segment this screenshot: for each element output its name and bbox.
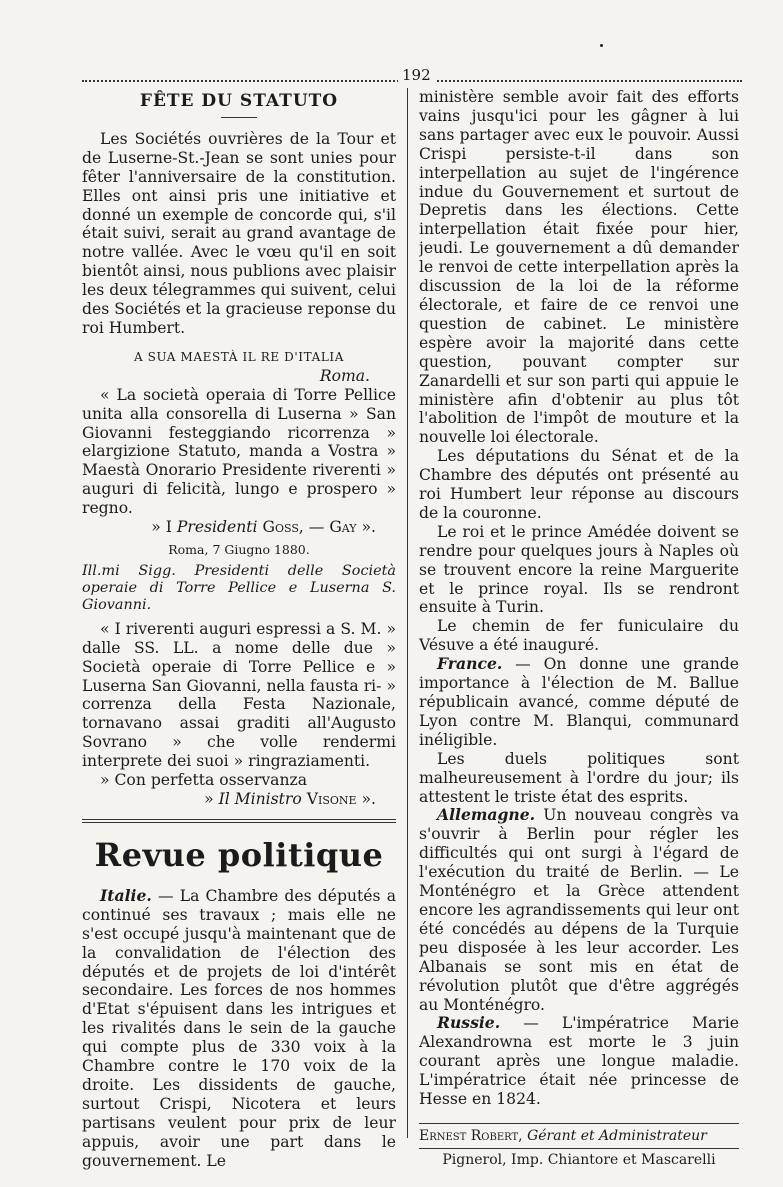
- telegram-reply: « I riverenti auguri espressi a S. M. » dalle SS. LL. a nome delle due » Società operaie di Torre Pellice e » Luserna San Giovanni, nella fausta ri- » correnza della Festa Nazionale, tornavano assai graditi all'Augusto Sovrano » che volle rendermi interprete dei suoi » ringraziamenti.: [82, 619, 396, 771]
- reply-address: Ill.mi Sigg. Presidenti delle Società operaie di Torre Pellice e Luserna S. Giovanni.: [82, 562, 396, 613]
- intro-paragraph: Les Sociétés ouvrières de la Tour et de Luserne-St.-Jean se sont unies pour fêter l'anniversaire de la constitution. Elles ont ainsi pris une initiative et donné un exemple de concorde qui, s'il était suivi, serait au grand avantage de notre vallée. Avec le vœu qu'il en soit bientôt ainsi, nous publions avec plaisir les deux télegrammes qui suivent, celui des Sociétés et la gracieuse reponse du roi Humbert.: [82, 129, 396, 337]
- italie-paragraph: Italie. — La Chambre des députés a continué ses travaux ; mais elle ne s'est occupé jusqu'à maintenant que de la convalidation de l'élection des députés et de projets de loi d'intérêt secondaire. Les forces de nos hommes d'Etat s'épuisent dans les intrigues et les rivalités dans le sein de la gauche qui compte plus de 330 voix à la Chambre contre le 170 voix de la droite. Les dissidents de gauche, surtout Crispi, Nicotera et leurs partisans veulent pour prix de leur appuis, avoir une part dans le gouvernement. Le: [82, 885, 396, 1170]
- italie-continued: ministère semble avoir fait des efforts vains jusqu'ici pour les gâgner à lui sans partager avec eux le pouvoir. Aussi Crispi persiste-t-il dans son interpellation au sujet de l'ingérence indue du Gouvernement et surtout de Depretis dans les élections. Cette interpellation était fixée pour hier, jeudi. Le gouvernement a dû demander le renvoi de cette interpellation après la discussion de la loi de la réforme électorale, et faire de ce renvoi une question de cabinet. Le ministère espère avoir la majorité dans cette question, pouvant compter sur Zanardelli et sur son parti qui appuie le ministère afin d'obtenir au plus tôt l'abolition de l'impôt de mouture et la nouvelle loi électorale.: [419, 88, 739, 447]
- left-column: [82, 88, 396, 1171]
- article-title: FÊTE DU STATUTO: [139, 91, 339, 111]
- page-number: 192: [398, 66, 435, 84]
- telegram-societies: « La società operaia di Torre Pellice unita alla consorella di Luserna » San Giovanni festeggiando ricorrenza » elargizione Statuto, manda a Vostra » Maestà Onorario Presidente riverenti » auguri di felicità, lungo e prospero » regno.: [82, 385, 396, 518]
- allemagne-paragraph: Allemagne. Un nouveau congrès va s'ouvrir à Berlin pour régler les difficultés qui ont surgi à l'égard de l'exécution du traité de Berlin. — Le Monténégro et la Grèce attendent encore les agrandissements qui leur ont été concédés au dépens de la Turquie peu disposée à les leur accorder. Les Albanais se sont mis en état de révolution plutôt que d'être aggrégés au Monténégro.: [419, 805, 739, 1014]
- telegram-place: Roma.: [319, 366, 370, 385]
- section-rule: [82, 819, 396, 823]
- right-column: [419, 88, 739, 1118]
- footer-rule: [419, 1123, 739, 1124]
- paragraph-duels: Les duels politiques sont malheureusement à l'ordre du jour; ils attestent le triste état des esprits.: [419, 749, 739, 806]
- russie-paragraph: Russie. — L'impératrice Marie Alexandrowna est morte le 3 juin courant après une longue maladie. L'impératrice était née princesse de Hesse en 1824.: [419, 1013, 739, 1109]
- paragraph-deputations: Les députations du Sénat et de la Chambre des députés ont présenté au roi Humbert leur réponse au discours de la couronne.: [419, 447, 739, 522]
- paragraph-vesuvius: Le chemin de fer funiculaire du Vésuve a été inauguré.: [419, 617, 739, 655]
- section-heading: Revue politique: [94, 835, 384, 874]
- gerant-line: Ernest Robert, Gérant et Administrateur: [419, 1128, 707, 1144]
- reply-closing: » Con perfetta osservanza: [100, 771, 308, 790]
- printer-rule: [419, 1148, 739, 1149]
- column-divider: [407, 88, 408, 1138]
- ink-speck: [600, 44, 603, 47]
- paragraph-king: Le roi et le prince Amédée doivent se rendre pour quelques jours à Naples où se trouvent encore la reine Marguerite et le prince royal. Ils se rendront ensuite à Turin.: [419, 522, 739, 617]
- printer-line: Pignerol, Imp. Chiantore et Mascarelli: [442, 1152, 716, 1168]
- telegram-signature: » I Presidenti Goss, — Gay ».: [151, 518, 376, 537]
- france-paragraph: France. — On donne une grande importance à l'élection de M. Ballue républicain avancé, comme député de Lyon contre M. Blanqui, communard inéligible.: [419, 654, 739, 749]
- reply-date: Roma, 7 Giugno 1880.: [168, 541, 310, 557]
- reply-signature: » Il Ministro Visone ».: [204, 790, 376, 808]
- title-rule: [221, 117, 257, 118]
- telegram-address: A SUA MAESTÀ IL RE D'ITALIA: [133, 349, 345, 364]
